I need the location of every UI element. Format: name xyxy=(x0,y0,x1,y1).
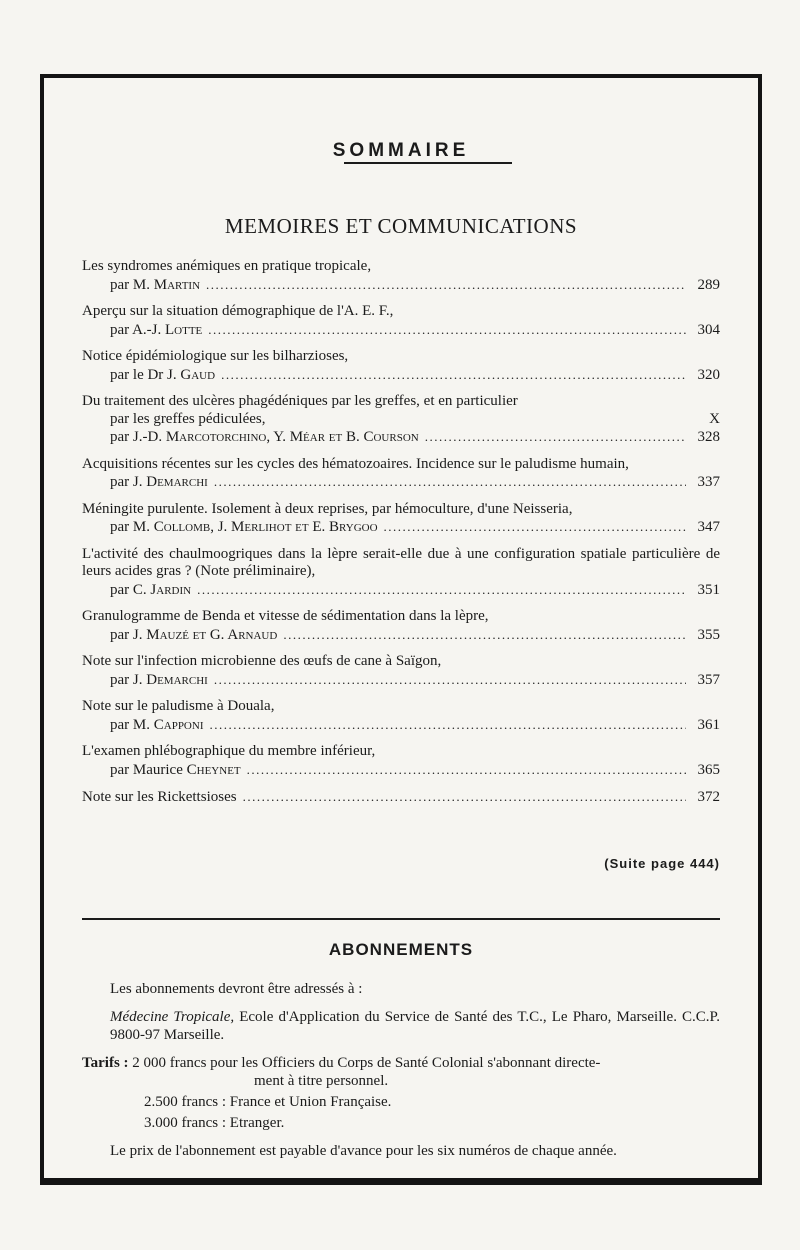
toc-entry-title: Granulogramme de Benda et vitesse de sédimentation dans la lèpre, xyxy=(82,608,489,624)
toc-entry-title: L'activité des chaulmoogriques dans la lèpre serait-elle due à une configuration spatiale particulière de leurs acides gras ? (Note préliminaire), xyxy=(82,545,720,579)
byline-prefix: par J. xyxy=(110,474,147,490)
byline-prefix: par M. xyxy=(110,519,154,535)
subscriptions-address xyxy=(82,1008,720,1044)
toc-entry-title: Du traitement des ulcères phagédéniques par les greffes, et en particulier xyxy=(82,393,518,409)
toc-entry-byline xyxy=(82,761,720,780)
toc-entry xyxy=(82,743,720,779)
toc-entry-author: Collomb, J. Merlihot et E. Brygoo xyxy=(153,519,378,535)
toc-entry xyxy=(82,456,720,492)
subscriptions-title: ABONNEMENTS xyxy=(328,940,474,959)
tariff-france: 2.500 francs : France et Union Française. xyxy=(144,1094,392,1110)
toc-entry-page: 365 xyxy=(697,761,720,778)
toc-entry-page: 289 xyxy=(697,276,720,293)
toc-entry-title: Note sur les Rickettsioses xyxy=(82,789,237,805)
toc-entry-title: Les syndromes anémiques en pratique tropicale, xyxy=(82,258,372,274)
byline-prefix: par J. xyxy=(110,671,147,688)
journal-name: Médecine Tropicale, xyxy=(110,1009,235,1025)
toc-entry-byline xyxy=(82,626,720,645)
sommaire-title: SOMMAIRE xyxy=(332,140,470,161)
tariff-officers-cont: ment à titre personnel. xyxy=(254,1073,389,1089)
section-title: MEMOIRES ET COMMUNICATIONS xyxy=(224,214,578,238)
toc-entry-title: Note sur le paludisme à Douala, xyxy=(82,698,275,714)
toc-entry-author: Mauzé et G. Arnaud xyxy=(146,626,278,643)
toc-entry-author: Cheynet xyxy=(186,761,241,778)
toc-entry-title: Note sur l'infection microbienne des œufs de cane à Saïgon, xyxy=(82,653,442,669)
toc-entry-page: 304 xyxy=(697,321,720,338)
page-frame xyxy=(40,74,762,1182)
toc-entry xyxy=(82,303,720,339)
dot-leader xyxy=(208,321,686,339)
toc-entry-byline xyxy=(82,518,720,537)
dot-leader xyxy=(214,671,686,689)
toc-entry-title: Notice épidémiologique sur les bilharzioses, xyxy=(82,348,349,364)
toc-entry-page: 347 xyxy=(697,519,720,535)
dot-leader xyxy=(425,428,686,446)
continuation-note: (Suite page 444) xyxy=(604,856,720,871)
dot-leader xyxy=(247,761,686,779)
dot-leader xyxy=(197,581,686,599)
toc-entry-byline xyxy=(82,671,720,690)
toc-entry-byline xyxy=(82,321,720,340)
toc-entry-page: 351 xyxy=(697,581,720,598)
byline-prefix: par A.-J. xyxy=(110,321,165,338)
toc-entry-author: Marcotorchino, Y. Méar et B. Courson xyxy=(165,429,419,445)
toc-entry-page: 328 xyxy=(697,429,720,445)
byline-prefix: par M. xyxy=(110,276,154,293)
toc-entry-page: 355 xyxy=(697,626,720,643)
toc-entry-subtitle xyxy=(82,411,720,429)
toc-entry-page: 320 xyxy=(697,366,720,383)
toc-entry-page: 337 xyxy=(697,474,720,490)
tariffs xyxy=(82,1054,720,1132)
toc-entry-byline xyxy=(82,366,720,385)
dot-leader xyxy=(283,626,686,644)
byline-prefix: par le Dr J. xyxy=(110,366,181,383)
tariff-officers: 2 000 francs pour les Officiers du Corps de Santé Colonial s'abonnant directe- xyxy=(128,1055,601,1071)
toc-entry-author: Demarchi xyxy=(146,474,208,490)
toc-entry-title: Acquisitions récentes sur les cycles des hématozoaires. Incidence sur le paludisme humain, xyxy=(82,455,629,472)
bottom-border xyxy=(40,1178,762,1185)
toc-entry-title: Aperçu sur la situation démographique de l'A. E. F., xyxy=(82,303,394,319)
dot-leader xyxy=(384,518,686,536)
tariff-line xyxy=(82,1054,720,1072)
toc-entry xyxy=(82,698,720,734)
byline-prefix: par C. xyxy=(110,581,151,598)
toc-entry xyxy=(82,546,720,600)
toc-entry xyxy=(82,258,720,294)
toc-entry-author: Capponi xyxy=(153,716,204,733)
toc-entry xyxy=(82,501,720,537)
toc-entry-title: L'examen phlébographique du membre inférieur, xyxy=(82,743,376,759)
toc-entry-author: Demarchi xyxy=(146,671,208,688)
toc-entry-author: Gaud xyxy=(180,366,216,383)
byline-prefix: par J.-D. xyxy=(110,429,166,445)
toc-entry-byline xyxy=(82,276,720,295)
dot-leader xyxy=(206,276,686,294)
toc-entry-page: 372 xyxy=(697,789,720,805)
toc-entry-author: Jardin xyxy=(150,581,192,598)
toc-entry xyxy=(82,348,720,384)
payment-note: Le prix de l'abonnement est payable d'avance pour les six numéros de chaque année. xyxy=(110,1143,617,1159)
byline-prefix: par J. xyxy=(110,626,147,643)
toc-entry-author: Lotte xyxy=(165,321,203,338)
toc-entry-byline xyxy=(82,428,720,447)
table-of-contents xyxy=(82,258,720,816)
margin-mark: X xyxy=(709,410,720,427)
address-text: Ecole d'Application du Service de Santé des T.C., Le Pharo, Marseille. C.C.P. 9800-97 Marseille. xyxy=(110,1009,720,1043)
toc-entry-byline xyxy=(82,473,720,492)
toc-entry-single xyxy=(82,788,720,807)
dot-leader xyxy=(243,788,686,806)
tariffs-label: Tarifs : xyxy=(82,1055,129,1071)
toc-entry-subtitle-text: par les greffes pédiculées, xyxy=(110,410,266,427)
byline-prefix: par M. xyxy=(110,716,154,733)
subscriptions-intro: Les abonnements devront être adressés à : xyxy=(110,981,363,997)
subscriptions-block xyxy=(82,980,720,1160)
toc-entry xyxy=(82,788,720,807)
toc-entry-title: Méningite purulente. Isolement à deux reprises, par hémoculture, d'une Neisseria, xyxy=(82,500,573,517)
toc-entry-byline xyxy=(82,581,720,600)
toc-entry-page: 361 xyxy=(697,716,720,733)
title-underline xyxy=(344,162,512,164)
toc-entry xyxy=(82,393,720,447)
toc-entry xyxy=(82,653,720,689)
section-divider xyxy=(82,918,720,920)
toc-entry-author: Martin xyxy=(153,276,201,293)
tariff-foreign: 3.000 francs : Etranger. xyxy=(144,1115,285,1131)
toc-entry xyxy=(82,608,720,644)
byline-prefix: par Maurice xyxy=(110,761,187,778)
toc-entry-byline xyxy=(82,716,720,735)
frame-content xyxy=(82,78,720,1178)
toc-entry-page: 357 xyxy=(697,671,720,688)
dot-leader xyxy=(210,716,687,734)
dot-leader xyxy=(214,473,686,491)
dot-leader xyxy=(221,366,686,384)
